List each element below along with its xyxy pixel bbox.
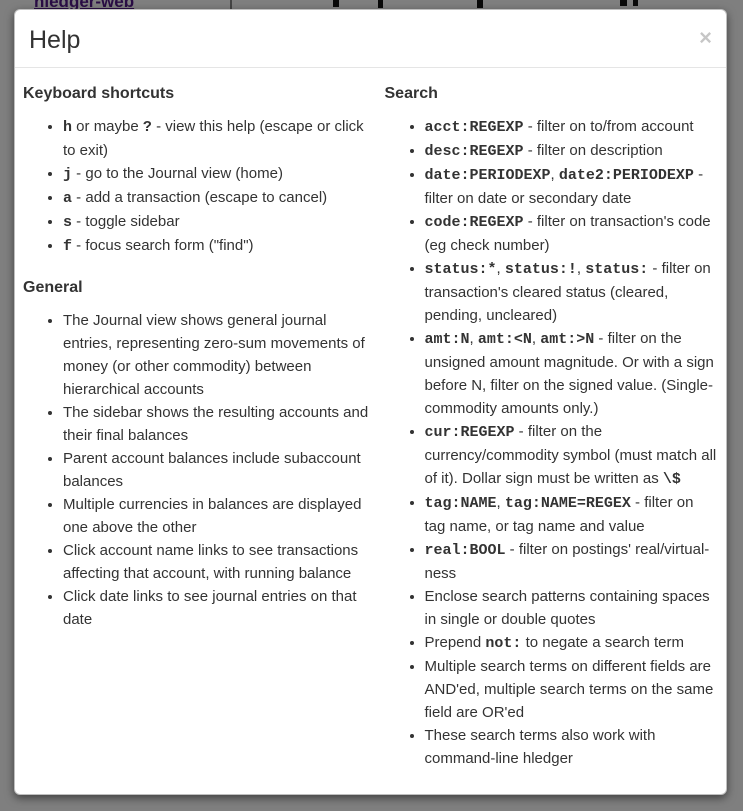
list-item: • Prepend not: to negate a search term	[425, 631, 719, 655]
list-item: • f - focus search form ("find")	[63, 234, 371, 258]
code-term: f	[63, 238, 73, 255]
list-item: • acct:REGEXP - filter on to/from account	[425, 115, 719, 139]
modal-title: Help	[29, 26, 81, 54]
list-item: • Multiple search terms on different fields are AND'ed, multiple search terms on the same field are OR'ed	[425, 655, 719, 724]
code-term: amt:N	[424, 331, 470, 348]
code-term: \$	[662, 471, 681, 488]
list-item: • The sidebar shows the resulting accounts and their final balances	[63, 401, 371, 447]
list-item: • j - go to the Journal view (home)	[63, 162, 371, 186]
code-term: date2:PERIODEXP	[558, 167, 694, 184]
list-item: • tag:NAME, tag:NAME=REGEX - filter on tag name, or tag name and value	[425, 491, 719, 538]
modal-header	[15, 10, 726, 68]
modal-body	[15, 68, 726, 795]
code-term: a	[63, 190, 73, 207]
list-item: • Enclose search patterns containing spaces in single or double quotes	[425, 585, 719, 631]
code-term: acct:REGEXP	[424, 119, 524, 136]
code-term: code:REGEXP	[424, 214, 524, 231]
code-term: desc:REGEXP	[424, 143, 524, 160]
code-term: h	[63, 119, 73, 136]
code-term: ?	[142, 119, 152, 136]
list-item: • date:PERIODEXP, date2:PERIODEXP - filter on date or secondary date	[425, 163, 719, 210]
list-item: • desc:REGEXP - filter on description	[425, 139, 719, 163]
list-item: • status:*, status:!, status: - filter on transaction's cleared status (cleared, pending, uncleared)	[425, 257, 719, 327]
section-heading: Search	[384, 85, 438, 102]
help-column-left	[23, 70, 371, 788]
list-item: • h or maybe ? - view this help (escape or click to exit)	[63, 115, 371, 162]
code-term: status:*	[424, 261, 497, 278]
list-item: • code:REGEXP - filter on transaction's code (eg check number)	[425, 210, 719, 257]
help-column-right	[371, 70, 719, 788]
list-item: • Click account name links to see transactions affecting that account, with running balance	[63, 539, 371, 585]
list-item: • cur:REGEXP - filter on the currency/commodity symbol (must match all of it). Dollar sign must be written as \$	[425, 420, 719, 491]
bullet-list	[385, 115, 719, 770]
code-term: amt:>N	[540, 331, 595, 348]
help-modal	[14, 9, 727, 795]
list-item: • Parent account balances include subaccount balances	[63, 447, 371, 493]
list-item: • Multiple currencies in balances are displayed one above the other	[63, 493, 371, 539]
section-heading: General	[23, 279, 83, 296]
code-term: tag:NAME	[424, 495, 497, 512]
code-term: cur:REGEXP	[424, 424, 515, 441]
code-term: tag:NAME=REGEX	[504, 495, 631, 512]
code-term: s	[63, 214, 73, 231]
code-term: status:!	[504, 261, 577, 278]
list-item: • amt:N, amt:<N, amt:>N - filter on the unsigned amount magnitude. Or with a sign before N, filter on the signed value. (Single-commodity amounts only.)	[425, 327, 719, 420]
code-term: not:	[485, 635, 522, 652]
list-item: • s - toggle sidebar	[63, 210, 371, 234]
bullet-list	[23, 115, 371, 258]
list-item: • a - add a transaction (escape to cancel)	[63, 186, 371, 210]
code-term: status:	[585, 261, 649, 278]
bullet-list	[23, 309, 371, 631]
list-item: • real:BOOL - filter on postings' real/virtual-ness	[425, 538, 719, 585]
code-term: amt:<N	[477, 331, 532, 348]
list-item: • Click date links to see journal entries on that date	[63, 585, 371, 631]
list-item: • The Journal view shows general journal entries, representing zero-sum movements of money (or other commodity) between hierarchical accounts	[63, 309, 371, 401]
code-term: j	[63, 166, 73, 183]
code-term: real:BOOL	[424, 542, 506, 559]
list-item: • These search terms also work with command-line hledger	[425, 724, 719, 770]
code-term: date:PERIODEXP	[424, 167, 551, 184]
section-heading: Keyboard shortcuts	[23, 85, 175, 102]
close-icon[interactable]: ×	[699, 25, 712, 50]
